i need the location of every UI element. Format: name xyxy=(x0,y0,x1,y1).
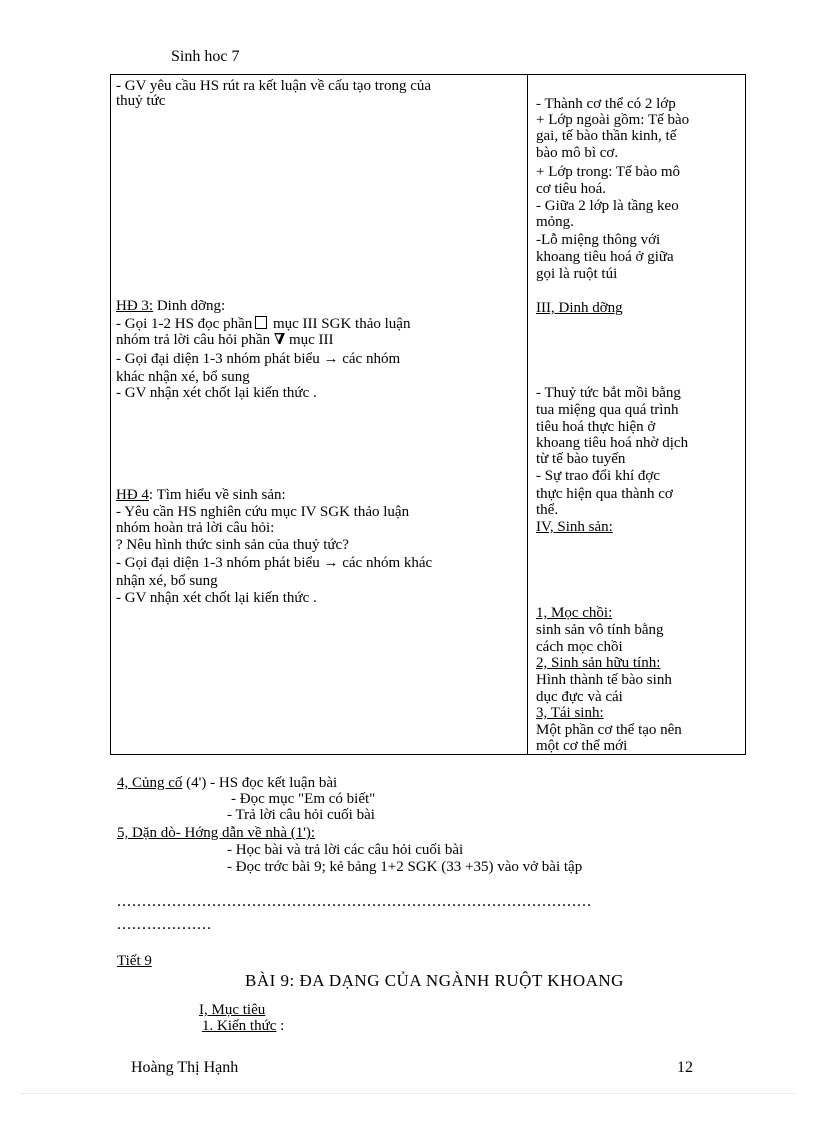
hd3-line: - GV nhận xét chốt lại kiến thức . xyxy=(116,385,317,401)
intro-line: - GV yêu cầu HS rút ra kết luận về cấu tạo trong của xyxy=(116,78,432,94)
page-header: Sinh hoc 7 xyxy=(171,48,240,65)
hd3-text: nhóm trả lời câu hỏi phần xyxy=(116,332,274,348)
homework-heading: 5, Dặn dò- Hớng dẫn về nhà (1'): xyxy=(117,825,316,841)
homework-line: - Đọc trớc bài 9; kẻ bảng 1+2 SGK (33 +35) vào vở bài tập xyxy=(227,859,583,875)
page-number: 12 xyxy=(677,1059,693,1076)
nutrition-line: - Sự trao đổi khí đợc xyxy=(536,468,660,484)
structure-line: gai, tế bào thần kinh, tế xyxy=(536,128,677,144)
knowledge-heading xyxy=(202,1019,284,1034)
hd3-heading xyxy=(116,299,225,314)
hd4-title-rest: : Tìm hiểu về sinh sản: xyxy=(148,487,286,503)
nutrition-line: tiêu hoá thực hiện ở xyxy=(536,419,656,435)
structure-line: mỏng. xyxy=(536,214,574,230)
square-icon xyxy=(255,316,267,329)
table-divider xyxy=(527,74,528,755)
nutrition-line: khoang tiêu hoá nhờ dịch xyxy=(536,435,689,451)
footer-author: Hoàng Thị Hạnh xyxy=(131,1059,239,1076)
hd3-title-rest: Dinh dỡng: xyxy=(153,298,226,314)
structure-line: + Lớp ngoài gồm: Tế bào xyxy=(536,112,690,128)
structure-line: khoang tiêu hoá ở giữa xyxy=(536,249,674,265)
hd3-title: HĐ 3: xyxy=(116,298,154,314)
homework-line: - Học bài và trả lời các câu hỏi cuối bài xyxy=(227,842,464,858)
consolidation-rest: (4') - HS đọc kết luận bài xyxy=(182,775,338,791)
reproduction-line: cách mọc chồi xyxy=(536,639,623,655)
hd3-line: khác nhận xé, bổ sung xyxy=(116,369,250,385)
hd4-line: nhận xé, bổ sung xyxy=(116,573,218,589)
dotted-line: ............................................................................................... xyxy=(117,893,592,910)
nutrition-line: thực hiện qua thành cơ xyxy=(536,486,673,502)
consolidation-heading xyxy=(117,776,337,791)
consolidation-line: - Đọc mục "Em có biết" xyxy=(231,791,376,807)
nutrition-line: - Thuỷ tức bắt mồi bằng xyxy=(536,385,681,401)
arrow-right-icon: → xyxy=(323,351,339,367)
dotted-line: ................... xyxy=(117,916,212,933)
consolidation-label: 4, Củng cố xyxy=(117,775,183,791)
hd3-text: - Gọi đại diện 1-3 nhóm phát biểu xyxy=(116,351,324,367)
structure-line: - Thành cơ thể có 2 lớp xyxy=(536,96,676,112)
section-dinh-duong: III, Dinh dỡng xyxy=(536,300,623,316)
hd4-line: - Yêu cần HS nghiên cứu mục IV SGK thảo luận xyxy=(116,504,410,520)
structure-line: - Giữa 2 lớp là tầng keo xyxy=(536,198,679,214)
section-sinh-san: IV, Sinh sản: xyxy=(536,519,613,535)
arrow-right-icon: → xyxy=(323,555,339,571)
nutrition-line: từ tế bào tuyến xyxy=(536,451,626,467)
lesson-title: BÀI 9: ĐA DẠNG CỦA NGÀNH RUỘT KHOANG xyxy=(245,971,624,990)
reproduction-line: sinh sản vô tính bằng xyxy=(536,622,664,638)
structure-line: gọi là ruột túi xyxy=(536,266,618,282)
structure-line: + Lớp trong: Tế bào mô xyxy=(536,164,681,180)
hd3-text: mục III SGK thảo luận xyxy=(269,316,411,332)
sub-huu-tinh: 2, Sinh sản hữu tính: xyxy=(536,655,661,671)
nutrition-line: tua miệng qua quá trình xyxy=(536,402,679,418)
hd4-text: - Gọi đại diện 1-3 nhóm phát biểu xyxy=(116,555,324,571)
page-bottom-rule xyxy=(20,1093,796,1094)
hd4-line: - GV nhận xét chốt lại kiến thức . xyxy=(116,590,317,606)
hd4-text: các nhóm khác xyxy=(338,555,433,571)
sub-tai-sinh: 3, Tái sinh: xyxy=(536,705,604,721)
structure-line: -Lỗ miệng thông với xyxy=(536,232,661,248)
hd4-heading xyxy=(116,488,286,503)
reproduction-line: một cơ thể mới xyxy=(536,739,628,753)
reproduction-line: dục đực và cái xyxy=(536,689,623,705)
objectives-heading: I, Mục tiêu xyxy=(199,1002,266,1018)
nabla-icon: ∇ xyxy=(273,332,286,348)
structure-line: cơ tiêu hoá. xyxy=(536,181,606,197)
hd4-line xyxy=(116,556,432,571)
knowledge-label: 1. Kiến thức xyxy=(202,1018,277,1034)
hd3-line xyxy=(116,352,400,367)
knowledge-rest: : xyxy=(276,1018,285,1034)
reproduction-line: Hình thành tế bào sinh xyxy=(536,672,672,688)
sub-moc-choi: 1, Mọc chồi: xyxy=(536,605,613,621)
intro-line: thuỷ tức xyxy=(116,93,166,109)
hd3-text: - Gọi 1-2 HS đọc phần xyxy=(116,316,253,332)
hd3-line xyxy=(116,333,334,348)
hd4-title: HĐ 4 xyxy=(116,487,149,503)
hd3-line xyxy=(116,316,410,332)
structure-line: bào mô bì cơ. xyxy=(536,145,619,161)
lesson-label: Tiết 9 xyxy=(117,953,152,969)
nutrition-line: thể. xyxy=(536,502,559,518)
hd4-line: ? Nêu hình thức sinh sản của thuỷ tức? xyxy=(116,537,349,553)
hd4-line: nhóm hoàn trả lời câu hỏi: xyxy=(116,520,275,536)
consolidation-line: - Trả lời câu hỏi cuối bài xyxy=(227,807,375,823)
hd3-text: các nhóm xyxy=(338,351,401,367)
hd3-text: mục III xyxy=(285,332,334,348)
reproduction-line: Một phần cơ thể tạo nên xyxy=(536,722,682,738)
